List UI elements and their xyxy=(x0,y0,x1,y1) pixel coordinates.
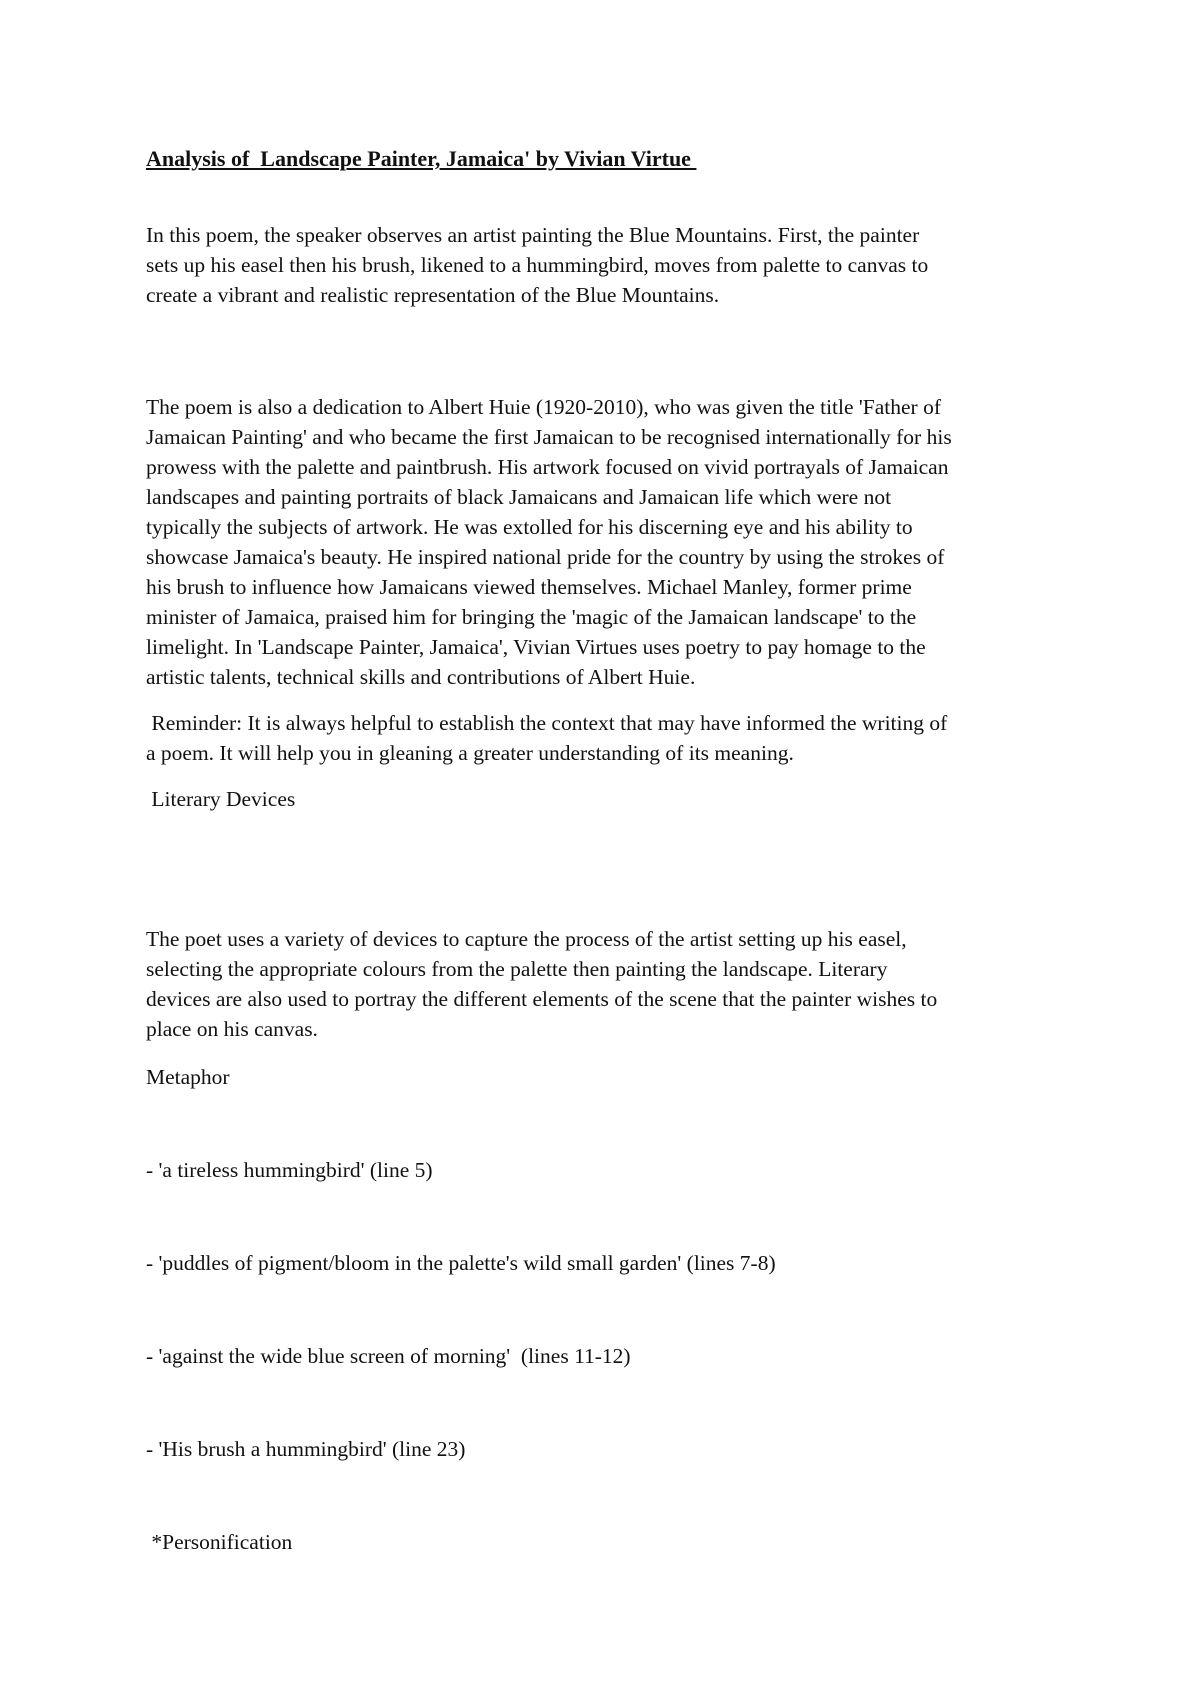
text-line: sets up his easel then his brush, likened to a hummingbird, moves from palette to canvas to xyxy=(146,253,929,277)
intro-paragraph xyxy=(146,220,1076,310)
text-line: place on his canvas. xyxy=(146,1017,318,1041)
dedication-paragraph xyxy=(146,392,1076,692)
text-line: a poem. It will help you in gleaning a greater understanding of its meaning. xyxy=(146,741,794,765)
metaphor-heading: Metaphor xyxy=(146,1065,230,1089)
text-line: artistic talents, technical skills and contributions of Albert Huie. xyxy=(146,665,696,689)
document-title: Analysis of Landscape Painter, Jamaica' by Vivian Virtue xyxy=(146,146,697,171)
text-line: The poem is also a dedication to Albert Huie (1920-2010), who was given the title 'Father of xyxy=(146,395,942,419)
personification-heading: *Personification xyxy=(146,1530,293,1554)
reminder-paragraph xyxy=(146,708,1076,768)
metaphor-list-item: - 'His brush a hummingbird' (line 23) xyxy=(146,1437,466,1461)
text-line: In this poem, the speaker observes an artist painting the Blue Mountains. First, the painter xyxy=(146,223,920,247)
text-line: Reminder: It is always helpful to establish the context that may have informed the writing of xyxy=(146,711,948,735)
text-line: his brush to influence how Jamaicans viewed themselves. Michael Manley, former prime xyxy=(146,575,912,599)
metaphor-list-item: - 'against the wide blue screen of morning' (lines 11-12) xyxy=(146,1344,631,1368)
text-line: devices are also used to portray the different elements of the scene that the painter wishes to xyxy=(146,987,938,1011)
text-line: create a vibrant and realistic representation of the Blue Mountains. xyxy=(146,283,720,307)
text-line: showcase Jamaica's beauty. He inspired national pride for the country by using the strokes of xyxy=(146,545,945,569)
text-line: minister of Jamaica, praised him for bringing the 'magic of the Jamaican landscape' to the xyxy=(146,605,917,629)
literary-devices-heading: Literary Devices xyxy=(146,787,296,811)
metaphor-list-item: - 'puddles of pigment/bloom in the palette's wild small garden' (lines 7-8) xyxy=(146,1251,776,1275)
devices-intro-paragraph xyxy=(146,924,1076,1044)
text-line: prowess with the palette and paintbrush. His artwork focused on vivid portrayals of Jamaican xyxy=(146,455,949,479)
text-line: landscapes and painting portraits of black Jamaicans and Jamaican life which were not xyxy=(146,485,892,509)
text-line: selecting the appropriate colours from the palette then painting the landscape. Literary xyxy=(146,957,888,981)
text-line: typically the subjects of artwork. He was extolled for his discerning eye and his ability to xyxy=(146,515,913,539)
text-line: limelight. In 'Landscape Painter, Jamaica', Vivian Virtues uses poetry to pay homage to the xyxy=(146,635,926,659)
text-line: Jamaican Painting' and who became the first Jamaican to be recognised internationally for his xyxy=(146,425,952,449)
metaphor-list-item: - 'a tireless hummingbird' (line 5) xyxy=(146,1158,433,1182)
text-line: The poet uses a variety of devices to capture the process of the artist setting up his easel, xyxy=(146,927,907,951)
